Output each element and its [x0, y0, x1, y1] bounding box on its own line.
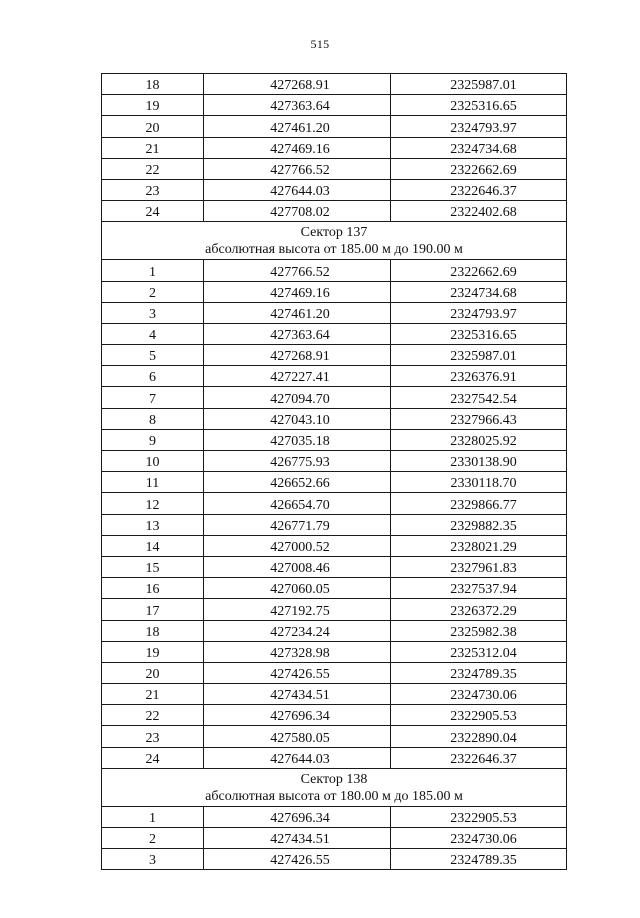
- sector-header-row: [102, 768, 567, 806]
- table-row: [102, 302, 567, 323]
- point-number-cell: 19: [102, 641, 204, 662]
- point-number-cell: 14: [102, 535, 204, 556]
- y-coordinate-cell: 2327542.54: [391, 387, 567, 408]
- table-row: [102, 535, 567, 556]
- y-coordinate-cell: 2322905.53: [391, 806, 567, 827]
- x-coordinate-cell: 427461.20: [204, 302, 391, 323]
- y-coordinate-cell: 2325316.65: [391, 95, 567, 116]
- x-coordinate-cell: 427766.52: [204, 260, 391, 281]
- x-coordinate-cell: 427363.64: [204, 323, 391, 344]
- point-number-cell: 2: [102, 281, 204, 302]
- x-coordinate-cell: 427043.10: [204, 408, 391, 429]
- x-coordinate-cell: 426652.66: [204, 472, 391, 493]
- point-number-cell: 6: [102, 366, 204, 387]
- table-row: [102, 705, 567, 726]
- sector-header-row: [102, 222, 567, 260]
- point-number-cell: 19: [102, 95, 204, 116]
- point-number-cell: 24: [102, 747, 204, 768]
- y-coordinate-cell: 2322905.53: [391, 705, 567, 726]
- point-number-cell: 12: [102, 493, 204, 514]
- x-coordinate-cell: 427708.02: [204, 201, 391, 222]
- table-row: [102, 806, 567, 827]
- x-coordinate-cell: 427000.52: [204, 535, 391, 556]
- x-coordinate-cell: 427644.03: [204, 179, 391, 200]
- coordinates-table: [101, 73, 567, 870]
- y-coordinate-cell: 2330118.70: [391, 472, 567, 493]
- x-coordinate-cell: 427035.18: [204, 429, 391, 450]
- x-coordinate-cell: 427434.51: [204, 684, 391, 705]
- point-number-cell: 21: [102, 137, 204, 158]
- point-number-cell: 22: [102, 705, 204, 726]
- table-row: [102, 345, 567, 366]
- point-number-cell: 10: [102, 451, 204, 472]
- y-coordinate-cell: 2324789.35: [391, 849, 567, 870]
- point-number-cell: 9: [102, 429, 204, 450]
- table-row: [102, 828, 567, 849]
- x-coordinate-cell: 427060.05: [204, 578, 391, 599]
- coordinates-table-body: [102, 74, 567, 870]
- table-row: [102, 281, 567, 302]
- x-coordinate-cell: 427469.16: [204, 281, 391, 302]
- point-number-cell: 20: [102, 116, 204, 137]
- sector-header-cell: [102, 222, 567, 260]
- y-coordinate-cell: 2325982.38: [391, 620, 567, 641]
- point-number-cell: 11: [102, 472, 204, 493]
- x-coordinate-cell: 427426.55: [204, 662, 391, 683]
- point-number-cell: 15: [102, 556, 204, 577]
- table-row: [102, 849, 567, 870]
- table-row: [102, 323, 567, 344]
- table-row: [102, 137, 567, 158]
- point-number-cell: 24: [102, 201, 204, 222]
- x-coordinate-cell: 427328.98: [204, 641, 391, 662]
- x-coordinate-cell: 427268.91: [204, 345, 391, 366]
- table-row: [102, 116, 567, 137]
- table-row: [102, 74, 567, 95]
- y-coordinate-cell: 2324793.97: [391, 302, 567, 323]
- y-coordinate-cell: 2322646.37: [391, 747, 567, 768]
- point-number-cell: 18: [102, 74, 204, 95]
- x-coordinate-cell: 426654.70: [204, 493, 391, 514]
- page-number: 515: [310, 37, 330, 51]
- table-row: [102, 366, 567, 387]
- y-coordinate-cell: 2324730.06: [391, 684, 567, 705]
- sector-title: Сектор 137: [300, 225, 368, 241]
- y-coordinate-cell: 2322890.04: [391, 726, 567, 747]
- table-row: [102, 599, 567, 620]
- table-row: [102, 179, 567, 200]
- y-coordinate-cell: 2329882.35: [391, 514, 567, 535]
- table-row: [102, 95, 567, 116]
- table-row: [102, 556, 567, 577]
- x-coordinate-cell: 427008.46: [204, 556, 391, 577]
- point-number-cell: 1: [102, 806, 204, 827]
- y-coordinate-cell: 2322402.68: [391, 201, 567, 222]
- point-number-cell: 23: [102, 179, 204, 200]
- x-coordinate-cell: 427644.03: [204, 747, 391, 768]
- point-number-cell: 4: [102, 323, 204, 344]
- table-row: [102, 578, 567, 599]
- sector-header-cell: [102, 768, 567, 806]
- point-number-cell: 8: [102, 408, 204, 429]
- point-number-cell: 13: [102, 514, 204, 535]
- x-coordinate-cell: 426771.79: [204, 514, 391, 535]
- x-coordinate-cell: 427696.34: [204, 705, 391, 726]
- point-number-cell: 5: [102, 345, 204, 366]
- x-coordinate-cell: 427363.64: [204, 95, 391, 116]
- y-coordinate-cell: 2326372.29: [391, 599, 567, 620]
- y-coordinate-cell: 2325316.65: [391, 323, 567, 344]
- table-row: [102, 472, 567, 493]
- table-row: [102, 201, 567, 222]
- point-number-cell: 3: [102, 849, 204, 870]
- y-coordinate-cell: 2325987.01: [391, 74, 567, 95]
- y-coordinate-cell: 2324793.97: [391, 116, 567, 137]
- table-row: [102, 641, 567, 662]
- x-coordinate-cell: 427766.52: [204, 158, 391, 179]
- table-row: [102, 514, 567, 535]
- table-row: [102, 747, 567, 768]
- y-coordinate-cell: 2328025.92: [391, 429, 567, 450]
- sector-altitude-range: абсолютная высота от 180.00 м до 185.00 м: [205, 788, 463, 804]
- x-coordinate-cell: 426775.93: [204, 451, 391, 472]
- point-number-cell: 18: [102, 620, 204, 641]
- y-coordinate-cell: 2328021.29: [391, 535, 567, 556]
- point-number-cell: 3: [102, 302, 204, 323]
- table-row: [102, 620, 567, 641]
- x-coordinate-cell: 427696.34: [204, 806, 391, 827]
- table-row: [102, 429, 567, 450]
- y-coordinate-cell: 2324789.35: [391, 662, 567, 683]
- y-coordinate-cell: 2324734.68: [391, 137, 567, 158]
- y-coordinate-cell: 2327537.94: [391, 578, 567, 599]
- y-coordinate-cell: 2330138.90: [391, 451, 567, 472]
- y-coordinate-cell: 2322662.69: [391, 158, 567, 179]
- x-coordinate-cell: 427268.91: [204, 74, 391, 95]
- sector-title: Сектор 138: [300, 771, 368, 787]
- point-number-cell: 1: [102, 260, 204, 281]
- x-coordinate-cell: 427426.55: [204, 849, 391, 870]
- y-coordinate-cell: 2329866.77: [391, 493, 567, 514]
- x-coordinate-cell: 427434.51: [204, 828, 391, 849]
- x-coordinate-cell: 427192.75: [204, 599, 391, 620]
- x-coordinate-cell: 427094.70: [204, 387, 391, 408]
- table-row: [102, 726, 567, 747]
- table-row: [102, 451, 567, 472]
- point-number-cell: 7: [102, 387, 204, 408]
- table-row: [102, 158, 567, 179]
- y-coordinate-cell: 2325987.01: [391, 345, 567, 366]
- point-number-cell: 17: [102, 599, 204, 620]
- x-coordinate-cell: 427461.20: [204, 116, 391, 137]
- y-coordinate-cell: 2326376.91: [391, 366, 567, 387]
- y-coordinate-cell: 2324730.06: [391, 828, 567, 849]
- point-number-cell: 16: [102, 578, 204, 599]
- y-coordinate-cell: 2324734.68: [391, 281, 567, 302]
- sector-altitude-range: абсолютная высота от 185.00 м до 190.00 м: [205, 242, 463, 258]
- x-coordinate-cell: 427234.24: [204, 620, 391, 641]
- x-coordinate-cell: 427227.41: [204, 366, 391, 387]
- y-coordinate-cell: 2322662.69: [391, 260, 567, 281]
- table-row: [102, 662, 567, 683]
- table-row: [102, 493, 567, 514]
- x-coordinate-cell: 427469.16: [204, 137, 391, 158]
- point-number-cell: 21: [102, 684, 204, 705]
- x-coordinate-cell: 427580.05: [204, 726, 391, 747]
- point-number-cell: 2: [102, 828, 204, 849]
- point-number-cell: 22: [102, 158, 204, 179]
- y-coordinate-cell: 2322646.37: [391, 179, 567, 200]
- y-coordinate-cell: 2325312.04: [391, 641, 567, 662]
- y-coordinate-cell: 2327961.83: [391, 556, 567, 577]
- table-row: [102, 684, 567, 705]
- table-row: [102, 408, 567, 429]
- point-number-cell: 23: [102, 726, 204, 747]
- y-coordinate-cell: 2327966.43: [391, 408, 567, 429]
- table-row: [102, 260, 567, 281]
- table-row: [102, 387, 567, 408]
- point-number-cell: 20: [102, 662, 204, 683]
